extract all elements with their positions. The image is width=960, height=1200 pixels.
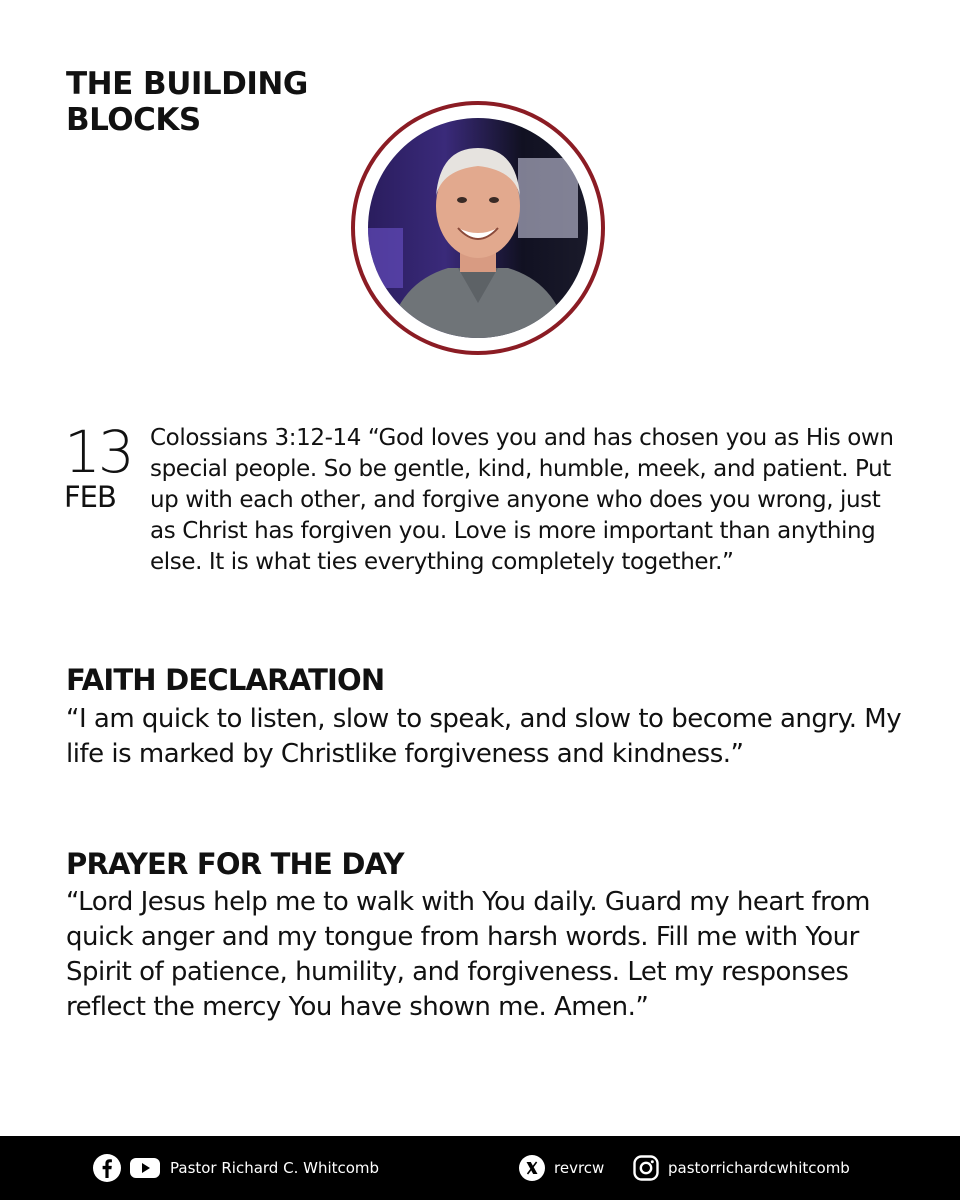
footer-x[interactable] [518, 1136, 604, 1200]
page-title: THE BUILDING BLOCKS [66, 66, 308, 138]
x-icon [518, 1154, 546, 1182]
scripture-verse: Colossians 3:12-14 “God loves you and has chosen you as His own special people. So be gentle, kind, humble, meek, and patient. Put up with each other, and forgive anyone who does you wrong, just as Christ has forgiven you. Love is more important than anything else. It is what ties everything completely together.” [150, 425, 894, 575]
faith-declaration-text: “I am quick to listen, slow to speak, and slow to become angry. My life is marked by Christlike forgiveness and kindness.” [66, 704, 902, 769]
prayer-heading: PRAYER FOR THE DAY [66, 847, 404, 881]
instagram-handle: pastorrichardcwhitcomb [668, 1159, 850, 1177]
date-month: FEB [64, 480, 116, 514]
footer-facebook-youtube[interactable] [92, 1136, 379, 1200]
date-day: 13 [64, 418, 132, 486]
avatar [351, 101, 605, 355]
footer-instagram[interactable] [632, 1136, 850, 1200]
date-block [64, 420, 134, 512]
footer-bar [0, 1136, 960, 1200]
pastor-portrait [368, 118, 588, 338]
prayer-text: “Lord Jesus help me to walk with You daily. Guard my heart from quick anger and my tongue from harsh words. Fill me with Your Spirit of patience, humility, and forgiveness. Let my responses reflect the mercy You have shown me. Amen.” [66, 887, 870, 1022]
instagram-icon [632, 1154, 660, 1182]
x-handle: revrcw [554, 1159, 605, 1177]
facebook-icon [92, 1153, 122, 1183]
faith-declaration-heading: FAITH DECLARATION [66, 663, 385, 697]
footer-name: Pastor Richard C. Whitcomb [170, 1159, 380, 1177]
youtube-icon [128, 1153, 162, 1183]
